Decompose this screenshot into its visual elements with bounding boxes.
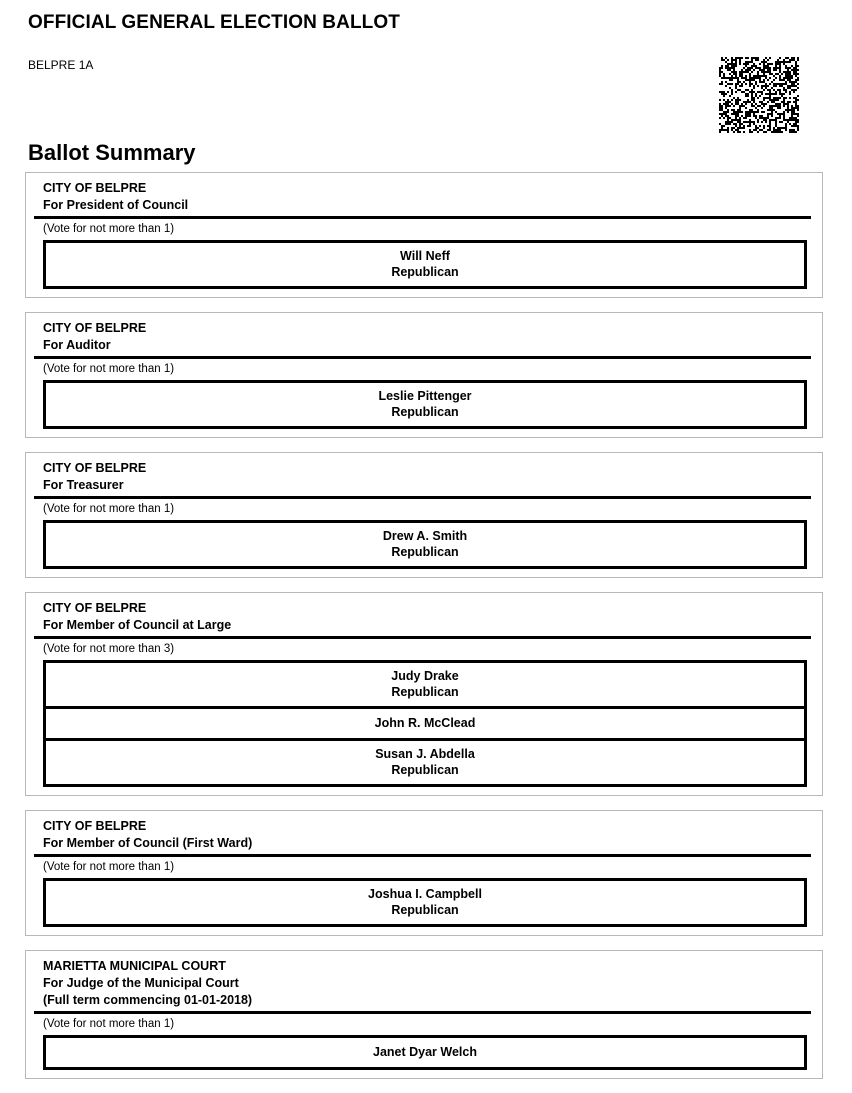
- choice-list: [43, 520, 807, 569]
- precinct-label: BELPRE 1A: [28, 58, 94, 72]
- candidate-party: Republican: [391, 265, 459, 279]
- contest-jurisdiction: CITY OF BELPRE: [43, 819, 147, 833]
- contest-jurisdiction: CITY OF BELPRE: [43, 461, 147, 475]
- candidate-name: Susan J. Abdella: [375, 747, 475, 761]
- candidate-party: Republican: [391, 903, 459, 917]
- contest-header: [34, 460, 811, 499]
- contest-office-title: For Member of Council at Large: [43, 618, 232, 632]
- candidate-party: Republican: [391, 685, 459, 699]
- vote-for-instruction: (Vote for not more than 1): [43, 223, 175, 235]
- ballot-summary-heading: Ballot Summary: [28, 140, 196, 165]
- candidate-name: Joshua I. Campbell: [368, 887, 482, 901]
- contest-header: [34, 600, 811, 639]
- candidate-choice[interactable]: [46, 663, 804, 706]
- contest-office-title: For Judge of the Municipal Court: [43, 976, 239, 990]
- contest-header: [34, 320, 811, 359]
- contest-jurisdiction: CITY OF BELPRE: [43, 321, 147, 335]
- 2d-barcode: [719, 57, 799, 133]
- candidate-party: Republican: [391, 763, 459, 777]
- contest-block: [25, 312, 823, 438]
- vote-for-instruction: (Vote for not more than 1): [43, 363, 175, 375]
- contest-office-title: For Treasurer: [43, 478, 124, 492]
- contest-term-line: (Full term commencing 01-01-2018): [43, 993, 253, 1007]
- contest-block: [25, 172, 823, 298]
- candidate-name: John R. McClead: [374, 716, 476, 730]
- candidate-party: Republican: [391, 545, 459, 559]
- candidate-name: Judy Drake: [391, 669, 459, 683]
- contest-header: [34, 958, 811, 1014]
- choice-list: [43, 240, 807, 289]
- contest-jurisdiction: CITY OF BELPRE: [43, 601, 147, 615]
- contest-list: [25, 172, 823, 1093]
- contest-office-title: For Auditor: [43, 338, 111, 352]
- page-title: OFFICIAL GENERAL ELECTION BALLOT: [28, 12, 400, 33]
- contest-block: [25, 950, 823, 1079]
- candidate-choice[interactable]: [46, 738, 804, 784]
- candidate-choice[interactable]: [46, 706, 804, 738]
- choice-list: [43, 380, 807, 429]
- candidate-name: Drew A. Smith: [382, 529, 468, 543]
- candidate-choice[interactable]: [46, 243, 804, 286]
- candidate-choice[interactable]: [46, 881, 804, 924]
- contest-block: [25, 810, 823, 936]
- candidate-choice[interactable]: [46, 523, 804, 566]
- candidate-name: Janet Dyar Welch: [373, 1045, 477, 1059]
- contest-jurisdiction: CITY OF BELPRE: [43, 181, 147, 195]
- vote-for-instruction: (Vote for not more than 1): [43, 503, 175, 515]
- choice-list: [43, 878, 807, 927]
- contest-header: [34, 180, 811, 219]
- candidate-name: Will Neff: [400, 249, 450, 263]
- contest-jurisdiction: MARIETTA MUNICIPAL COURT: [43, 959, 226, 973]
- candidate-choice[interactable]: [46, 1038, 804, 1067]
- contest-block: [25, 452, 823, 578]
- candidate-party: Republican: [391, 405, 459, 419]
- vote-for-instruction: (Vote for not more than 1): [43, 1018, 175, 1030]
- contest-office-title: For Member of Council (First Ward): [43, 836, 253, 850]
- candidate-name: Leslie Pittenger: [378, 389, 472, 403]
- contest-block: [25, 592, 823, 796]
- vote-for-instruction: (Vote for not more than 1): [43, 861, 175, 873]
- candidate-choice[interactable]: [46, 383, 804, 426]
- choice-list: [43, 1035, 807, 1070]
- contest-header: [34, 818, 811, 857]
- vote-for-instruction: (Vote for not more than 3): [43, 643, 175, 655]
- contest-office-title: For President of Council: [43, 198, 189, 212]
- choice-list: [43, 660, 807, 787]
